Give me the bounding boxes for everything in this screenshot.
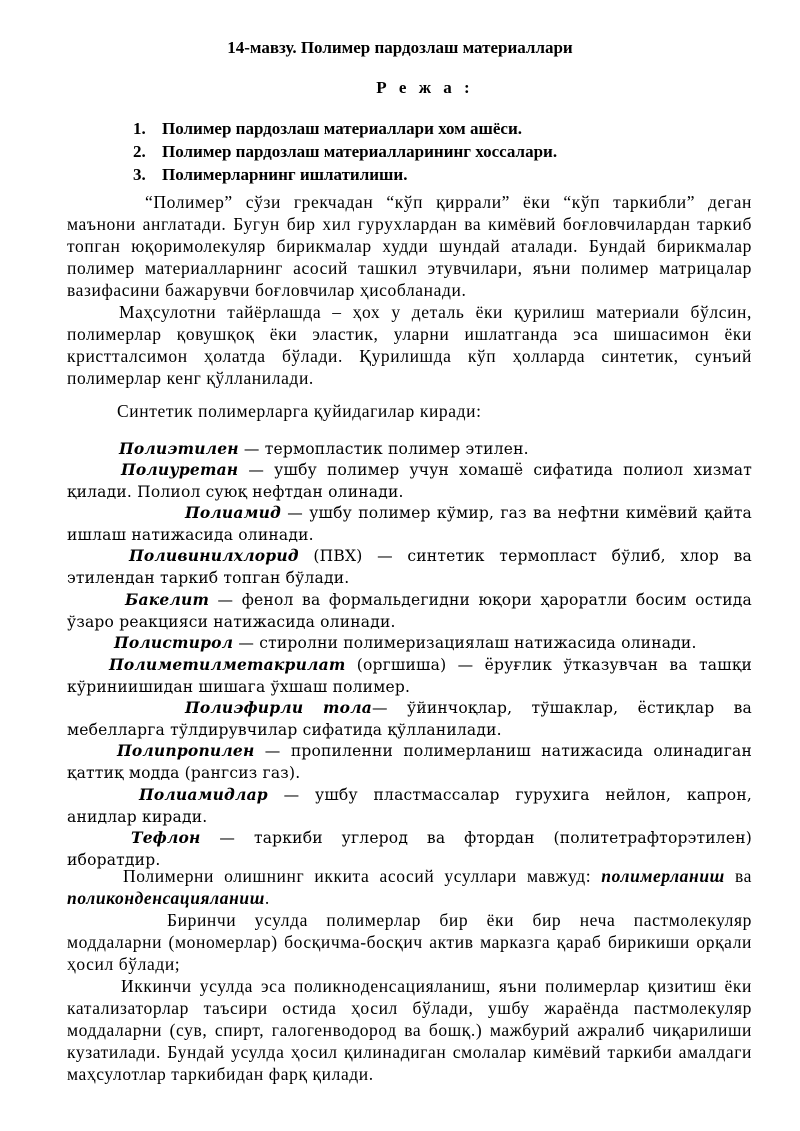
polymer-term: Полиметилметакрилат	[109, 655, 346, 674]
methods-and: ва	[724, 866, 752, 886]
polymer-extra: (оргшиша)	[345, 656, 447, 674]
plan-item-text: Полимер пардозлаш материалларининг хоссалари.	[162, 142, 558, 161]
polymer-entry-pmma	[67, 654, 752, 698]
method-paragraph-first: Биринчи усулда полимерлар бир ёки бир неча пастмолекуляр моддаларни (мономерлар) босқичма-босқич актив марказга қараб бирикиши орқали ҳосил бўлади;	[67, 910, 752, 974]
polymer-term: Бакелит	[125, 590, 210, 609]
plan-item-number: 1.	[133, 119, 146, 138]
polymer-entry-bakelite	[67, 589, 752, 633]
polymer-description: — пропиленни полимерланиш натижасида олинадиган қаттиқ модда (рангсиз газ).	[67, 742, 752, 782]
method-polymerization: полимерланиш	[601, 866, 725, 886]
polymer-description: — синтетик термопласт бўлиб, хлор ва этилендан таркиб топган бўлади.	[67, 547, 753, 587]
polymer-term: Полиэфирли тола	[185, 698, 372, 717]
polymer-entry-polyamides	[67, 784, 752, 828]
polymer-description: — ушбу полимер кўмир, газ ва нефтни кимёвий қайта ишлаш натижасида олинади.	[67, 504, 752, 544]
polymer-entry-polyester-fiber	[67, 697, 752, 741]
polymer-description: — стиролни полимеризациялаш натижасида олинади.	[233, 634, 697, 652]
polymer-description: — таркиби углерод ва фтордан (политетрафторэтилен) иборатдир.	[67, 829, 752, 869]
method-polycondensation: поликонденсацияланиш	[67, 888, 265, 908]
polymer-entry-polystyrene	[67, 632, 752, 655]
plan-item-number: 3.	[133, 165, 146, 184]
plan-item-text: Полимерларнинг ишлатилиши.	[162, 165, 408, 184]
polymer-entry-polyethylene	[67, 438, 752, 461]
method-paragraph-second: Иккинчи усулда эса поликнoденсацияланиш, яъни полимерлар қизитиш ёки катализаторлар таъсири остида ҳосил бўлади, ушбу жараёнда пастмолекуляр моддаларни (сув, спирт, галогенводород ва бошқ.) мажбурий ажралиб чиқарилиши кузатилади. Бундай усулда ҳосил қилинадиган смолалар кимёвий таркиби амалдаги маҳсулотлар таркибидан фарқ қилади.	[67, 976, 752, 1084]
plan-item	[133, 117, 557, 140]
polymer-term: Полиамидлар	[139, 785, 268, 804]
plan-item	[133, 140, 557, 163]
intro-paragraph: “Полимер” сўзи грекчадан “кўп қиррали” ёки “кўп таркибли” деган маънони англатади. Бугун бир хил гурухлардан ва кимёвий боғловчилардан таркиб топган юқоримолекуляр бирикмалар худди шундай аталади. Бундай бирикмалар полимер материалларнинг асосий ташкил этувчилари, яъни полимер матрицалар вазифасини бажарувчи боғловчилар ҳисобланади.	[67, 192, 752, 300]
methods-paragraph	[67, 865, 752, 909]
methods-lead: Полимерни олишнинг иккита асосий усуллари мавжуд:	[123, 866, 602, 886]
plan-list	[133, 117, 557, 186]
polymer-term: Тефлон	[131, 828, 201, 847]
polymer-description: — ўйинчоқлар, тўшаклар, ёстиқлар ва мебелларга тўлдирувчилар сифатида қўлланилади.	[67, 699, 753, 739]
polymer-description: — ушбу пластмассалар гурухига нейлон, капрон, анидлар киради.	[67, 786, 752, 826]
polymer-description: — термопластик полимер этилен.	[238, 440, 529, 458]
polymer-term: Полиэтилен	[119, 439, 239, 458]
plan-item-number: 2.	[133, 142, 146, 161]
page-title: 14-мавзу. Полимер пардозлаш материаллари	[227, 38, 573, 57]
polymer-entry-polypropylene	[67, 740, 752, 784]
polymer-extra: (ПВХ)	[298, 547, 363, 565]
plan-item	[133, 163, 557, 186]
polymer-description: — фенол ва формальдегидни юқори ҳароратли босим остида ўзаро реакцияси натижасида олинади.	[67, 591, 752, 631]
synthetic-intro: Синтетик полимерларга қуйидагилар киради:	[117, 401, 482, 421]
polymer-term: Полиамид	[185, 503, 282, 522]
methods-end: .	[264, 888, 270, 908]
polymer-term: Поливинилхлорид	[129, 546, 299, 565]
intro-paragraph: Маҳсулотни тайёрлашда – ҳох у деталь ёки қурилиш материали бўлсин, полимерлар қовушқоқ ёки эластик, уларни ишлатганда эса шишасимон ёки кристталсимон ҳолатда бўлади. Қурилишда кўп ҳолларда синтетик, сунъий полимерлар кенг қўлланилади.	[67, 302, 752, 388]
polymer-entry-polyamide	[67, 502, 752, 546]
polymer-term: Полиуретан	[121, 460, 239, 479]
polymer-entry-polyurethane	[67, 459, 752, 503]
polymer-description: — ёруғлик ўтказувчан ва ташқи кўриниишидан шишага ўхшаш полимер.	[67, 656, 752, 696]
plan-heading: Р е ж а :	[376, 78, 474, 97]
polymer-entry-pvc	[67, 545, 752, 589]
polymer-term: Полистирол	[114, 633, 234, 652]
polymer-term: Полипропилен	[117, 741, 255, 760]
polymer-description: — ушбу полимер учун хомашё сифатида полиол хизмат қилади. Полиол суюқ нефтдан олинади.	[67, 461, 752, 501]
plan-item-text: Полимер пардозлаш материаллари хом ашёси.	[162, 119, 522, 138]
